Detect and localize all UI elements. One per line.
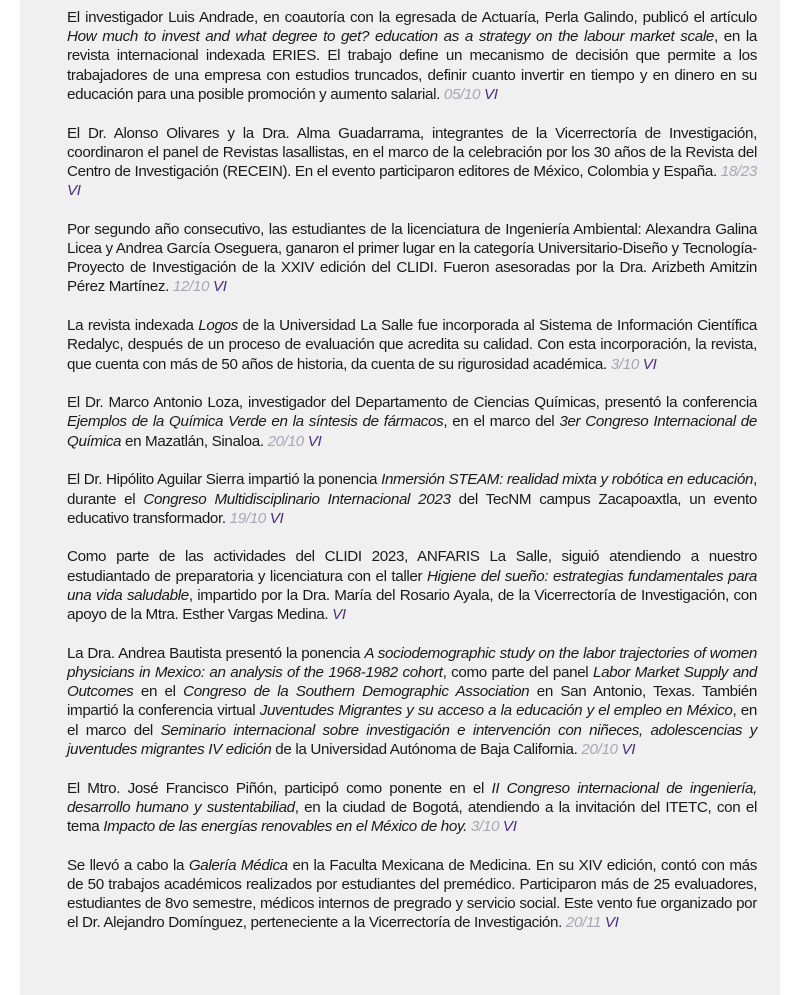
news-item — [67, 470, 757, 528]
news-item — [67, 644, 757, 759]
news-item-text: El Dr. Alonso Olivares y la Dra. Alma Guadarrama, integrantes de la Vicerrectoría de Investigación, coordinaron el panel de Revistas lasallistas, en el marco de la celebración por los 30 años de la Revista del Centro de Investigación (RECEIN). En el evento participaron editores de México, Colombia y España. — [67, 124, 757, 180]
news-item-title-text: II Congreso internacional de ingeniería, desarrollo humano y sustentabiliad — [67, 779, 757, 816]
news-item-text: , impartido por la Dra. María del Rosario Ayala, de la Vicerrectoría de Investigación, con apoyo de la Mtra. Esther Vargas Medina. — [67, 586, 757, 624]
news-item-title-text: Galería Médica — [188, 856, 288, 874]
news-item-title-text: Ejemplos de la Química Verde en la síntesis de fármacos — [67, 413, 444, 431]
news-item-tag: VI — [212, 278, 227, 296]
news-item-tag: VI — [621, 740, 636, 758]
news-item-title-text: 3er Congreso Internacional de Química — [67, 413, 757, 450]
news-item-date: 19/10 — [229, 509, 266, 527]
news-item-text: El Dr. Marco Antonio Loza, investigador del Departamento de Ciencias Químicas, presentó la conferencia — [67, 394, 757, 412]
news-item-text: La revista indexada — [67, 317, 199, 335]
news-item-date: 20/10 — [581, 740, 618, 758]
news-item-tag: VI — [642, 355, 657, 373]
news-item-text: en San Antonio, Texas. También impartió la conferencia virtual — [67, 683, 757, 720]
news-item-text: , en la revista internacional indexada ERIES. El trabajo define un mecanismo de decisión que permite a los trabajadores de una empresa con estudios truncados, definir cuanto invertir en tiempo y en dinero en su educación para una posible promoción y aumento salarial. — [67, 28, 757, 103]
news-item-text: El Dr. Hipólito Aguilar Sierra impartió la ponencia — [67, 471, 382, 489]
news-item-text: , durante el — [67, 471, 757, 508]
news-item-text: en Mazatlán, Sinaloa. — [121, 432, 264, 450]
news-item-date: 18/23 — [720, 162, 757, 180]
news-item-text: Se llevó a cabo la — [67, 856, 189, 874]
news-item — [67, 547, 757, 624]
news-item — [67, 393, 757, 451]
news-item-text: El Mtro. José Francisco Piñón, participó como ponente en el — [67, 779, 492, 797]
news-item — [67, 779, 757, 837]
news-item-title-text: Higiene del sueño: estrategias fundamentales para una vida saludable — [67, 567, 757, 604]
news-item-text: , como parte del panel — [442, 663, 593, 681]
news-item-title-text: Inmersión STEAM: realidad mixta y robótica en educación — [381, 471, 754, 489]
news-item-text: , en la ciudad de Bogotá, atendiendo a la invitación del ITETC, con el tema — [67, 798, 757, 835]
news-item-title-text: How much to invest and what degree to get? education as a strategy on the labour market scale — [67, 28, 714, 46]
news-item-text: de la Universidad La Salle fue incorporada al Sistema de Información Científica Redalyc, después de un proceso de evaluación que acredita su calidad. Con esta incorporación, la revista, que cuenta con más de 50 años de historia, da cuenta de su rigurosidad académica. — [67, 317, 757, 373]
news-item-title-text: Juventudes Migrantes y su acceso a la educación y el empleo en México — [259, 702, 733, 720]
news-item-date: 3/10 — [610, 355, 639, 373]
news-item — [67, 124, 757, 201]
news-item-title-text: Logos — [198, 317, 238, 335]
news-item-title-text: Congreso de la Southern Demographic Association — [183, 683, 530, 701]
news-item-text: La Dra. Andrea Bautista presentó la ponencia — [67, 644, 365, 662]
news-item-text: , en el marco del — [67, 702, 758, 739]
news-item-date: 3/10 — [470, 817, 500, 835]
news-item-text: Por segundo año consecutivo, las estudiantes de la licenciatura de Ingeniería Ambiental: Alexandra Galina Licea y Andrea García Oseguera, ganaron el primer lugar en la categoría Universitario-Diseño y Tecnología-Proyecto de Investigación de la XXIV edición del CLIDI. Fueron asesoradas por la Dra. Arizbeth Amitzin Pérez Martínez. — [67, 220, 757, 296]
news-item-tag: VI — [67, 182, 81, 200]
news-item-date: 20/11 — [565, 914, 602, 932]
news-item-tag: VI — [484, 85, 498, 103]
news-item-tag: VI — [502, 817, 517, 835]
news-item-date: 20/10 — [267, 432, 304, 450]
news-item-tag: VI — [604, 914, 619, 932]
news-item-title-text: Impacto de las energías renovables en el México de hoy. — [103, 817, 467, 835]
news-panel — [20, 0, 780, 995]
news-item-text: Como parte de las actividades del CLIDI 2023, ANFARIS La Salle, siguió atendiendo a nuestro estudiantado de preparatoria y licenciatura con el taller — [67, 548, 757, 585]
news-item-text: en la Faculta Mexicana de Medicina. En su XIV edición, contó con más de 50 trabajos académicos realizados por estudiantes del premédico. Participaron más de 25 evaluadores, estudiantes de 8vo semestre, médicos internos de pregrado y servicio social. Este vento fue organizado por el Dr. Alejandro Domínguez, perteneciente a la Vicerrectoría de Investigación. — [67, 856, 758, 932]
news-item-text: de la Universidad Autónoma de Baja California. — [271, 740, 578, 758]
news-list — [67, 8, 757, 952]
news-item — [67, 856, 757, 933]
news-item-text: del TecNM campus Zacapoaxtla, un evento educativo transformador. — [67, 490, 758, 527]
news-item-date: 05/10 — [443, 85, 481, 103]
news-item-tag: VI — [269, 509, 284, 527]
news-item-title-text: Congreso Multidisciplinario Internacional 2023 — [143, 490, 451, 508]
news-item-title-text: Seminario internacional sobre investigación e intervención con niñeces, adolescencias y juventudes migrantes IV edición — [67, 721, 757, 758]
news-item — [67, 220, 757, 297]
news-item-title-text: Labor Market Supply and Outcomes — [67, 663, 757, 701]
news-item-text: El investigador Luis Andrade, en coautoría con la egresada de Actuaría, Perla Galindo, publicó el artículo — [67, 9, 757, 26]
news-item — [67, 316, 757, 374]
news-item-tag: VI — [307, 432, 322, 450]
news-item-title-text: A sociodemographic study on the labor trajectories of women physicians in Mexico: an analysis of the 1968-1982 cohort — [67, 644, 757, 681]
news-item-text: en el — [133, 683, 184, 701]
news-item — [67, 8, 757, 104]
news-item-text: , en el marco del — [443, 413, 560, 431]
news-item-tag: VI — [332, 606, 346, 624]
news-item-date: 12/10 — [172, 278, 210, 296]
